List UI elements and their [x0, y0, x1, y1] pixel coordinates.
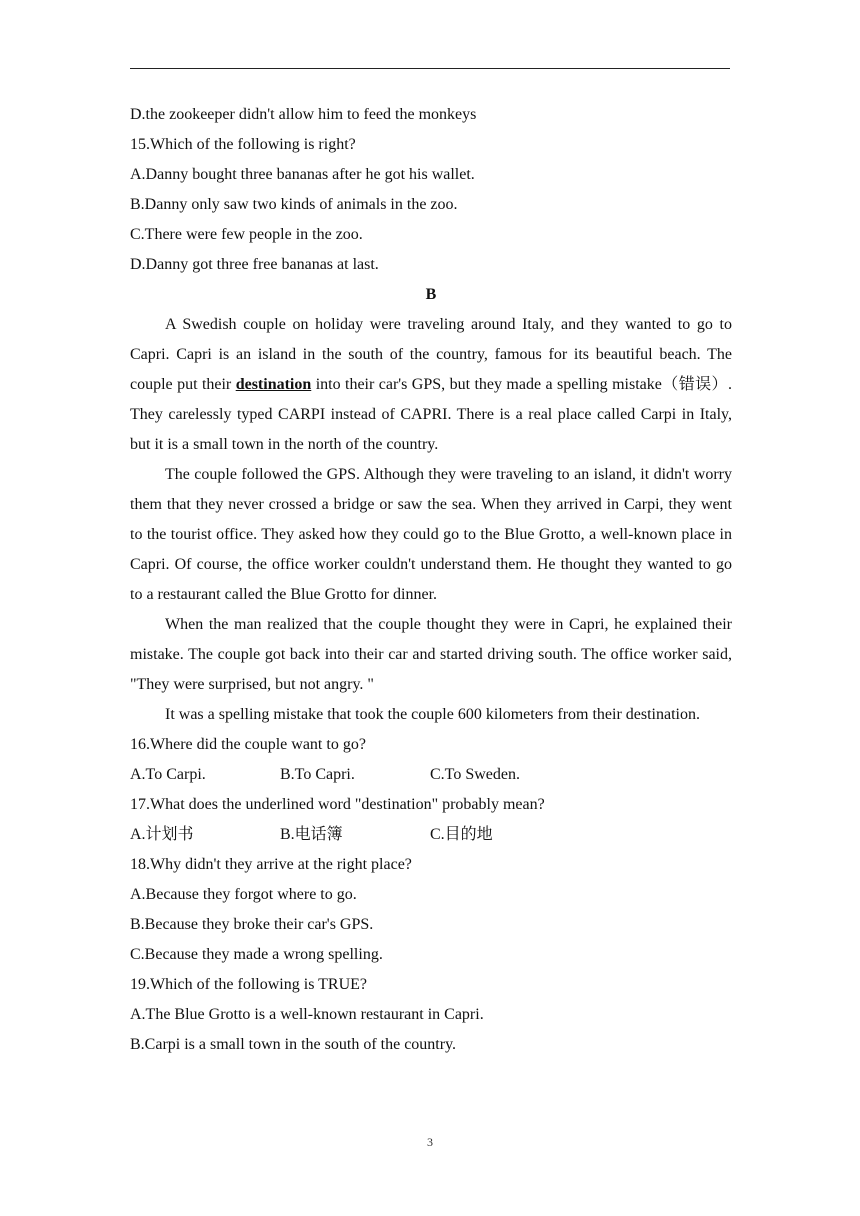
passage-paragraph-2: The couple followed the GPS. Although they were traveling to an island, it didn't worry them that they never crossed a bridge or saw the sea. When they arrived in Carpi, they went to the tourist office. They asked how they could go to the Blue Grotto, a well-known place in Capri. Of course, the office worker couldn't understand them. He thought they wanted to go to a restaurant called the Blue Grotto for dinner.: [130, 466, 732, 603]
passage-paragraph-1: A Swedish couple on holiday were traveling around Italy, and they wanted to go to Capri. Capri is an island in the south of the country, famous for its beautiful beach. The couple put their destination into their car's GPS, but they made a spelling mistake（错误）. They carelessly typed CARPI instead of CAPRI. There is a real place called Carpi in Italy, but it is a small town in the north of the country.: [130, 316, 732, 453]
question-18: 18.Why didn't they arrive at the right place?: [130, 856, 412, 873]
underlined-word: destination: [235, 376, 312, 393]
question-19: 19.Which of the following is TRUE?: [130, 976, 367, 993]
option-c: C.Because they made a wrong spelling.: [130, 946, 383, 963]
option-c: C.To Sweden.: [430, 766, 520, 783]
option-a: A.计划书: [130, 826, 194, 843]
option-line: A.Danny bought three bananas after he got his wallet.: [130, 166, 475, 183]
options-16: [130, 760, 732, 790]
section-title: B: [425, 286, 437, 303]
option-a: A.Because they forgot where to go.: [130, 886, 357, 903]
option-line: D.Danny got three free bananas at last.: [130, 256, 379, 273]
option-a: A.The Blue Grotto is a well-known restaurant in Capri.: [130, 1006, 484, 1023]
page-content: [130, 100, 732, 1060]
option-b: B.Because they broke their car's GPS.: [130, 916, 374, 933]
option-line: B.Danny only saw two kinds of animals in the zoo.: [130, 196, 458, 213]
option-a: A.To Carpi.: [130, 766, 206, 783]
option-b: B.Carpi is a small town in the south of the country.: [130, 1036, 457, 1053]
option-line: C.There were few people in the zoo.: [130, 226, 363, 243]
options-17: [130, 820, 732, 850]
question-17: 17.What does the underlined word "destination" probably mean?: [130, 796, 545, 813]
option-b: B.电话簿: [280, 826, 343, 843]
question-16: 16.Where did the couple want to go?: [130, 736, 366, 753]
option-b: B.To Capri.: [280, 766, 355, 783]
page-number: 3: [427, 1135, 433, 1149]
passage-paragraph-3: When the man realized that the couple thought they were in Capri, he explained their mistake. The couple got back into their car and started driving south. The office worker said, "They were surprised, but not angry. ": [130, 616, 732, 693]
passage-paragraph-4: It was a spelling mistake that took the couple 600 kilometers from their destination.: [165, 706, 700, 723]
option-c: C.目的地: [430, 826, 493, 843]
option-line: D.the zookeeper didn't allow him to feed the monkeys: [130, 106, 477, 123]
header-rule: [130, 68, 730, 69]
question-15: 15.Which of the following is right?: [130, 136, 356, 153]
